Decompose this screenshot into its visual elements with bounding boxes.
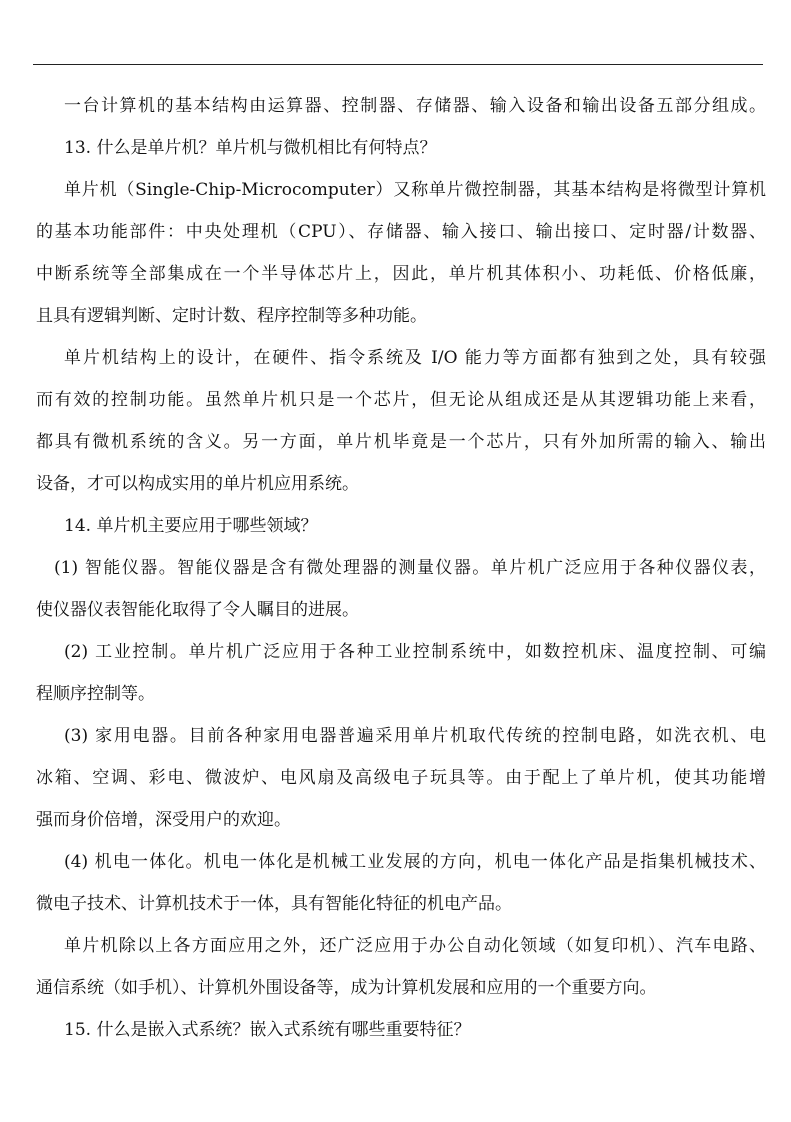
header-rule	[33, 64, 763, 65]
question-13: 13. 什么是单片机？单片机与微机相比有何特点？	[64, 138, 437, 158]
text-line: 且具有逻辑判断、定时计数、程序控制等多种功能。	[36, 306, 427, 326]
list-item-1: (1) 智能仪器。智能仪器是含有微处理器的测量仪器。单片机广泛应用于各种仪器仪表，	[54, 558, 766, 578]
document-body	[36, 85, 766, 1051]
text-line: 单片机除以上各方面应用之外，还广泛应用于办公自动化领域（如复印机）、汽车电路、	[64, 936, 766, 956]
text-line: 都具有微机系统的含义。另一方面，单片机毕竟是一个芯片，只有外加所需的输入、输出	[36, 432, 766, 452]
list-item-2: (2) 工业控制。单片机广泛应用于各种工业控制系统中，如数控机床、温度控制、可编	[64, 642, 766, 662]
text-line: 微电子技术、计算机技术于一体，具有智能化特征的机电产品。	[36, 894, 512, 914]
text-line: 使仪器仪表智能化取得了令人瞩目的进展。	[36, 600, 359, 620]
text-line: 强而身价倍增，深受用户的欢迎。	[36, 810, 291, 830]
question-14: 14. 单片机主要应用于哪些领域？	[64, 516, 318, 536]
list-item-3: (3) 家用电器。目前各种家用电器普遍采用单片机取代传统的控制电路，如洗衣机、电	[64, 726, 766, 746]
text-line: 设备，才可以构成实用的单片机应用系统。	[36, 474, 359, 494]
text-line: 单片机结构上的设计，在硬件、指令系统及 I/O 能力等方面都有独到之处，具有较强	[64, 348, 766, 368]
text-line: 一台计算机的基本结构由运算器、控制器、存储器、输入设备和输出设备五部分组成。	[64, 96, 766, 116]
text-line: 通信系统（如手机）、计算机外围设备等，成为计算机发展和应用的一个重要方向。	[36, 978, 657, 998]
list-item-4: (4) 机电一体化。机电一体化是机械工业发展的方向，机电一体化产品是指集机械技术、	[64, 852, 766, 872]
question-15: 15. 什么是嵌入式系统？嵌入式系统有哪些重要特征？	[64, 1020, 471, 1040]
text-line: 单片机（Single-Chip-Microcomputer）又称单片微控制器，其基本结构是将微型计算机	[64, 180, 766, 200]
text-line: 的基本功能部件：中央处理机（CPU）、存储器、输入接口、输出接口、定时器/计数器、	[36, 222, 766, 242]
text-line: 而有效的控制功能。虽然单片机只是一个芯片，但无论从组成还是从其逻辑功能上来看，	[36, 390, 766, 410]
text-line: 程顺序控制等。	[36, 684, 155, 704]
text-line: 中断系统等全部集成在一个半导体芯片上，因此，单片机其体积小、功耗低、价格低廉，	[36, 264, 766, 284]
text-line: 冰箱、空调、彩电、微波炉、电风扇及高级电子玩具等。由于配上了单片机，使其功能增	[36, 768, 766, 788]
